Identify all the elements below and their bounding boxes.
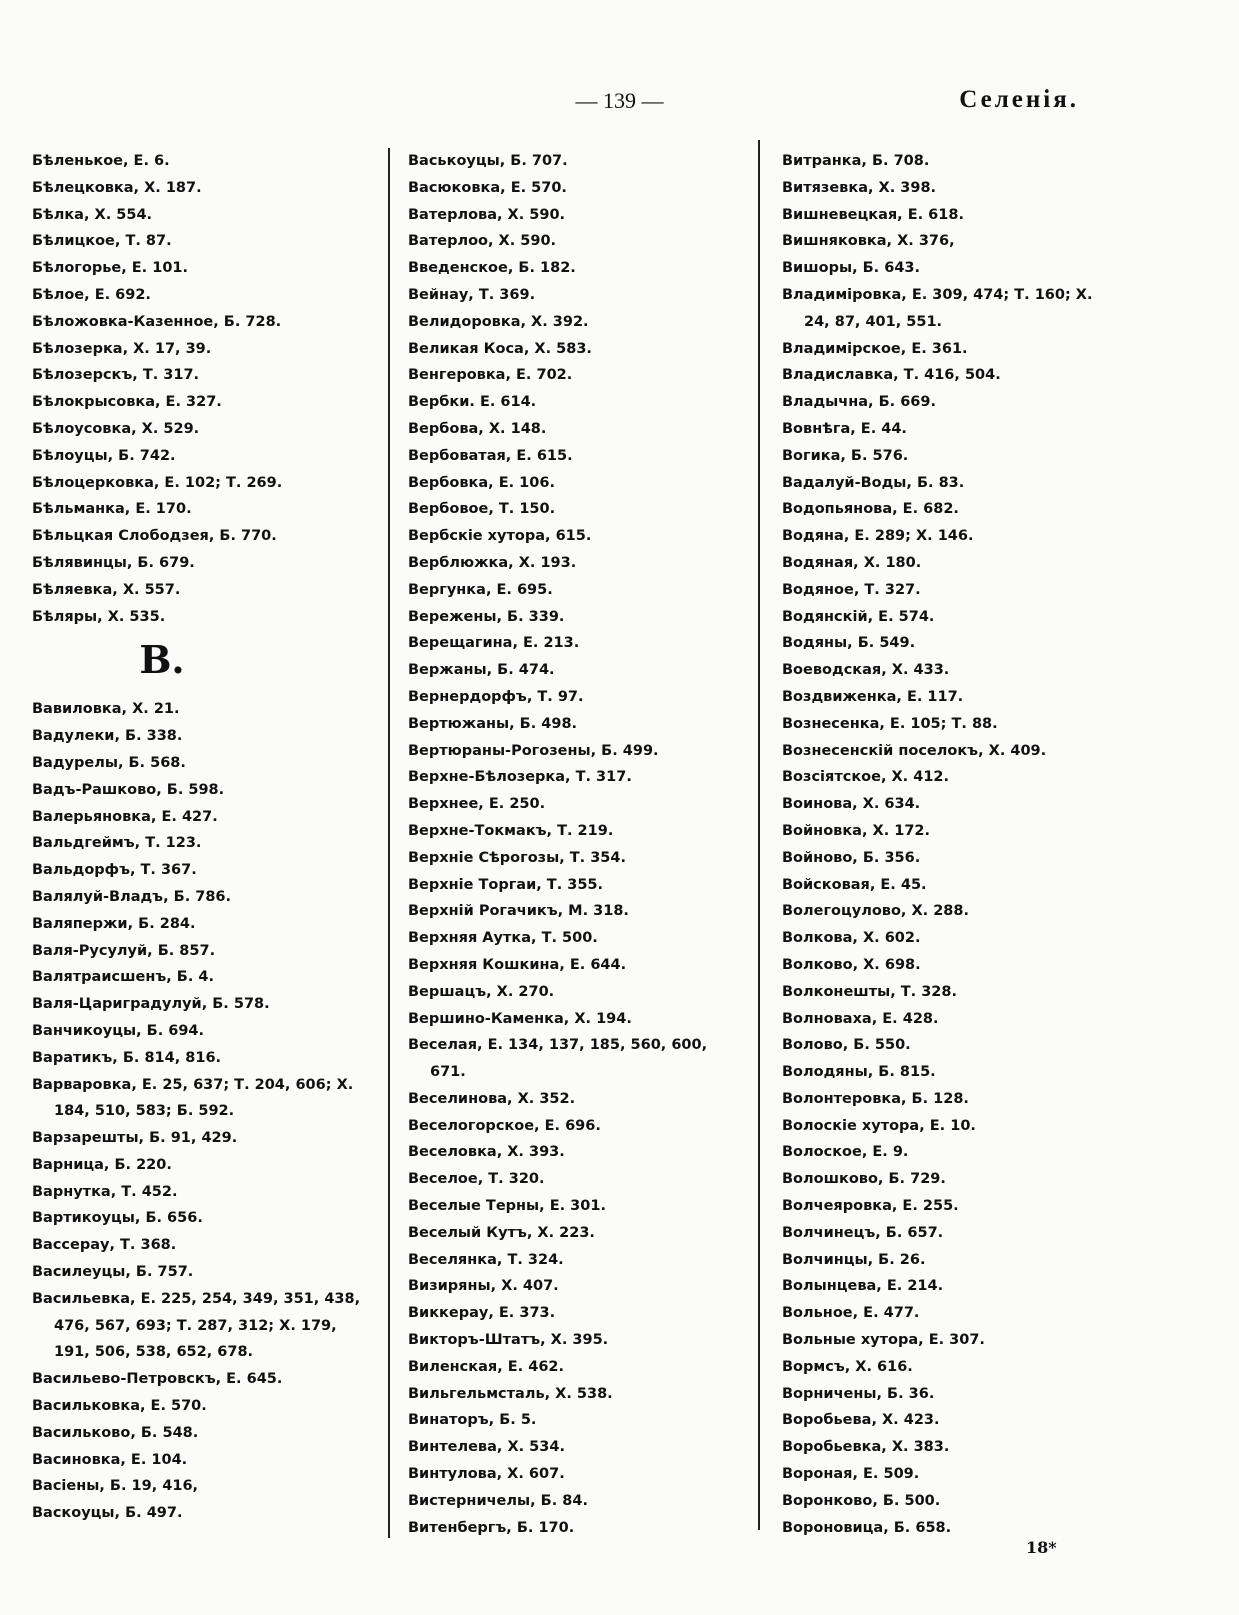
- signature-mark: 18*: [1026, 1538, 1057, 1557]
- index-entry: Бѣлка, Х. 554.: [32, 206, 153, 223]
- index-entry: Ворничены, Б. 36.: [782, 1385, 935, 1402]
- index-entry: Валялуй-Владъ, Б. 786.: [32, 888, 232, 905]
- index-entry: Вадулеки, Б. 338.: [32, 728, 183, 745]
- index-entry: Верещагина, Е. 213.: [408, 635, 580, 652]
- index-entry: Волово, Б. 550.: [782, 1037, 911, 1054]
- index-entry: Волонтеровка, Б. 128.: [782, 1090, 969, 1107]
- index-entry: Винтулова, Х. 607.: [408, 1466, 565, 1483]
- index-entry: Воеводская, Х. 433.: [782, 662, 950, 679]
- index-entry: Бѣлоцерковка, Е. 102; Т. 269.: [32, 474, 283, 491]
- index-entry: Вертюраны-Рогозены, Б. 499.: [408, 742, 659, 759]
- index-entry: Ватерлова, Х. 590.: [408, 206, 566, 223]
- index-entry: Винаторъ, Б. 5.: [408, 1412, 537, 1429]
- index-entry: Вольное, Е. 477.: [782, 1305, 920, 1322]
- index-entry: Воздвиженка, Е. 117.: [782, 688, 964, 705]
- index-entry: Бѣльманка, Е. 170.: [32, 501, 192, 518]
- index-entry: Водяное, Т. 327.: [782, 581, 921, 598]
- section-title: Селенія.: [959, 86, 1079, 113]
- index-entry: Вадурелы, Б. 568.: [32, 754, 186, 771]
- column-divider-2: [758, 140, 760, 1530]
- index-entry: Вишневецкая, Е. 618.: [782, 206, 964, 223]
- index-entry: Веселые Терны, Е. 301.: [408, 1198, 606, 1215]
- index-entry: Вишоры, Б. 643.: [782, 260, 921, 277]
- index-entry: Вильгельмсталь, Х. 538.: [408, 1385, 613, 1402]
- index-entry: Волчинцы, Б. 26.: [782, 1251, 926, 1268]
- index-entry: Воробьевка, Х. 383.: [782, 1439, 950, 1456]
- index-entry: Войново, Б. 356.: [782, 849, 921, 866]
- index-entry: Бѣляры, Х. 535.: [32, 608, 166, 625]
- index-entry: Васкоуцы, Б. 497.: [32, 1505, 183, 1522]
- index-entry: Валя-Цариградулуй, Б. 578.: [32, 996, 270, 1013]
- index-entry: Вербовка, Е. 106.: [408, 474, 555, 491]
- index-entry: Вольные хутора, Е. 307.: [782, 1332, 985, 1349]
- index-entry: Виккерау, Е. 373.: [408, 1305, 556, 1322]
- index-entry: Вознесенскій поселокъ, Х. 409.: [782, 742, 1047, 759]
- index-entry: Вознесенка, Е. 105; Т. 88.: [782, 715, 998, 732]
- index-entry: Вогика, Б. 576.: [782, 447, 909, 464]
- index-entry: Васиновка, Е. 104.: [32, 1451, 188, 1468]
- index-entry: Варваровка, Е. 25, 637; Т. 204, 606; Х. 184, 510, 583; Б. 592.: [32, 1076, 354, 1120]
- index-entry: Витенбергъ, Б. 170.: [408, 1519, 575, 1536]
- index-entry: Васюковка, Е. 570.: [408, 179, 567, 196]
- index-entry: Витранка, Б. 708.: [782, 153, 930, 169]
- index-entry: Веселинова, Х. 352.: [408, 1090, 576, 1107]
- index-entry: Волноваха, Е. 428.: [782, 1010, 939, 1027]
- index-entry: Верхнее, Е. 250.: [408, 796, 546, 813]
- index-entry: Бѣлозерка, Х. 17, 39.: [32, 340, 212, 357]
- index-entry: Вовнѣга, Е. 44.: [782, 420, 907, 437]
- index-entry: Вербскіе хутора, 615.: [408, 528, 592, 545]
- index-entry: Владимірское, Е. 361.: [782, 340, 968, 357]
- index-entry: Водяны, Б. 549.: [782, 635, 916, 652]
- index-entry: Ватерлоо, Х. 590.: [408, 233, 557, 250]
- index-entry: Валерьяновка, Е. 427.: [32, 808, 218, 825]
- index-entry: Виленская, Е. 462.: [408, 1358, 565, 1375]
- index-entry: Владиславка, Т. 416, 504.: [782, 367, 1001, 384]
- index-entry: Васькоуцы, Б. 707.: [408, 153, 568, 169]
- index-entry: Варница, Б. 220.: [32, 1156, 172, 1173]
- index-entry: Волошково, Б. 729.: [782, 1171, 946, 1188]
- index-entry: Вороная, Е. 509.: [782, 1466, 920, 1483]
- index-entry: Владиміровка, Е. 309, 474; Т. 160; Х. 24, 87, 401, 551.: [782, 286, 1093, 330]
- index-entry: Венгеровка, Е. 702.: [408, 367, 573, 384]
- index-entry: Вадъ-Рашково, Б. 598.: [32, 781, 225, 798]
- index-entry: Верхніе Торгаи, Т. 355.: [408, 876, 604, 893]
- index-entry: Водяная, Х. 180.: [782, 554, 922, 571]
- index-entry: Валя-Русулуй, Б. 857.: [32, 942, 216, 959]
- index-entry: Бѣленькое, Е. 6.: [32, 153, 170, 169]
- index-entry: Возсіятское, Х. 412.: [782, 769, 950, 786]
- index-entry: Викторъ-Штатъ, Х. 395.: [408, 1332, 609, 1349]
- index-entry: Бѣложовка-Казенное, Б. 728.: [32, 313, 282, 330]
- index-entry: Вороновица, Б. 658.: [782, 1519, 952, 1536]
- index-entry: Вербова, Х. 148.: [408, 420, 547, 437]
- index-entry: Бѣлоусовка, Х. 529.: [32, 420, 200, 437]
- index-entry: Вартикоуцы, Б. 656.: [32, 1210, 203, 1227]
- index-entry: Ванчикоуцы, Б. 694.: [32, 1022, 205, 1039]
- index-entry: Вистерничелы, Б. 84.: [408, 1492, 588, 1509]
- index-entry: Винтелева, Х. 534.: [408, 1439, 565, 1456]
- index-entry: Волоскіе хутора, Е. 10.: [782, 1117, 976, 1134]
- index-entry: Волегоцулово, Х. 288.: [782, 903, 969, 920]
- index-entry: Бѣлицкое, Т. 87.: [32, 233, 172, 250]
- index-entry: Вербки. Е. 614.: [408, 394, 537, 411]
- index-entry: Бѣляевка, Х. 557.: [32, 581, 181, 598]
- index-entry: Воинова, Х. 634.: [782, 796, 921, 813]
- index-entry: Волкова, Х. 602.: [782, 930, 921, 947]
- index-entry: Верблюжка, Х. 193.: [408, 554, 577, 571]
- index-entry: Вадалуй-Воды, Б. 83.: [782, 474, 965, 491]
- letter-heading: В.: [139, 637, 185, 683]
- index-entry: Вернердорфъ, Т. 97.: [408, 688, 584, 705]
- index-entry: Вербовое, Т. 150.: [408, 501, 556, 518]
- index-entry: Водяна, Е. 289; Х. 146.: [782, 528, 974, 545]
- index-entry: Веселовка, Х. 393.: [408, 1144, 565, 1161]
- index-entry: Вершино-Каменка, Х. 194.: [408, 1010, 632, 1027]
- index-entry: Варзарешты, Б. 91, 429.: [32, 1130, 238, 1147]
- index-entry: Бѣлогорье, Е. 101.: [32, 260, 189, 277]
- index-entry: Верхняя Аутка, Т. 500.: [408, 930, 598, 947]
- index-entry: Волконешты, Т. 328.: [782, 983, 957, 1000]
- index-entry: Верхній Рогачикъ, М. 318.: [408, 903, 629, 920]
- index-entry: Велидоровка, Х. 392.: [408, 313, 589, 330]
- index-entry: Бѣлокрысовка, Е. 327.: [32, 394, 222, 411]
- index-entry: Василеуцы, Б. 757.: [32, 1264, 194, 1281]
- index-entry: Владычна, Б. 669.: [782, 394, 936, 411]
- page-number: — 139 —: [575, 88, 664, 113]
- index-entry: Валяпержи, Б. 284.: [32, 915, 196, 932]
- index-entry: Волчинецъ, Б. 657.: [782, 1224, 944, 1241]
- index-entry: Водянскій, Е. 574.: [782, 608, 935, 625]
- index-entry: Великая Коса, Х. 583.: [408, 340, 592, 357]
- index-entry: Володяны, Б. 815.: [782, 1064, 936, 1081]
- index-entry: Визиряны, Х. 407.: [408, 1278, 559, 1295]
- index-entry: Верхне-Токмакъ, Т. 219.: [408, 822, 614, 839]
- index-entry: Вейнау, Т. 369.: [408, 286, 536, 303]
- index-entry: Водопьянова, Е. 682.: [782, 501, 959, 518]
- index-entry: Витязевка, Х. 398.: [782, 179, 937, 196]
- index-entry: Варатикъ, Б. 814, 816.: [32, 1049, 222, 1066]
- index-entry: Вергунка, Е. 695.: [408, 581, 553, 598]
- index-entry: Волчеяровка, Е. 255.: [782, 1198, 959, 1215]
- index-entry: Веселый Кутъ, Х. 223.: [408, 1224, 595, 1241]
- index-entry: Вержаны, Б. 474.: [408, 662, 555, 679]
- index-entry: Васильковка, Е. 570.: [32, 1398, 207, 1415]
- index-entry: Вербоватая, Е. 615.: [408, 447, 573, 464]
- index-entry: Вальдгеймъ, Т. 123.: [32, 835, 202, 852]
- index-entry: Варнутка, Т. 452.: [32, 1183, 178, 1200]
- index-entry: Верхняя Кошкина, Е. 644.: [408, 956, 627, 973]
- index-entry: Воронково, Б. 500.: [782, 1492, 941, 1509]
- index-entry: Васильевка, Е. 225, 254, 349, 351, 438, 476, 567, 693; Т. 287, 312; Х. 179, 191, 506, 538, 652, 678.: [32, 1290, 361, 1361]
- index-entry: Бѣлое, Е. 692.: [32, 286, 151, 303]
- index-entry: Воробьева, Х. 423.: [782, 1412, 940, 1429]
- index-entry: Бѣлозерскъ, Т. 317.: [32, 367, 200, 384]
- index-entry: Васильково, Б. 548.: [32, 1424, 199, 1441]
- index-entry: Веселянка, Т. 324.: [408, 1251, 564, 1268]
- index-entry: Вережены, Б. 339.: [408, 608, 565, 625]
- index-entry: Волково, Х. 698.: [782, 956, 921, 973]
- index-entry: Верхніе Сѣрогозы, Т. 354.: [408, 849, 626, 866]
- index-entry: Введенское, Б. 182.: [408, 260, 576, 277]
- index-column-2: [408, 148, 733, 1541]
- index-entry: Верхне-Бѣлозерка, Т. 317.: [408, 769, 632, 786]
- index-entry: Волынцева, Е. 214.: [782, 1278, 944, 1295]
- index-entry: Веселая, Е. 134, 137, 185, 560, 600, 671.: [408, 1037, 708, 1081]
- index-entry: Вертюжаны, Б. 498.: [408, 715, 578, 732]
- index-entry: Веселое, Т. 320.: [408, 1171, 545, 1188]
- index-entry: Веселогорское, Е. 696.: [408, 1117, 601, 1134]
- index-entry: Вассерау, Т. 368.: [32, 1237, 177, 1254]
- index-entry: Бѣлоуцы, Б. 742.: [32, 447, 176, 464]
- index-column-3: [782, 148, 1122, 1541]
- column-divider-1: [388, 148, 390, 1538]
- index-entry: Волоское, Е. 9.: [782, 1144, 909, 1161]
- index-entry: Вормсъ, Х. 616.: [782, 1358, 913, 1375]
- index-entry: Войновка, Х. 172.: [782, 822, 931, 839]
- index-entry: Бѣльцкая Слободзея, Б. 770.: [32, 528, 277, 545]
- index-entry: Васильево-Петровскъ, Е. 645.: [32, 1371, 283, 1388]
- index-entry: Бѣлецковка, Х. 187.: [32, 179, 202, 196]
- index-entry: Вершацъ, Х. 270.: [408, 983, 555, 1000]
- index-entry: Валятраисшенъ, Б. 4.: [32, 969, 215, 986]
- index-entry: Вишняковка, Х. 376,: [782, 233, 955, 250]
- index-column-1: [32, 148, 377, 1527]
- index-entry: Васіены, Б. 19, 416,: [32, 1478, 199, 1495]
- index-entry: Бѣлявинцы, Б. 679.: [32, 554, 195, 571]
- index-entry: Войсковая, Е. 45.: [782, 876, 927, 893]
- index-entry: Вавиловка, Х. 21.: [32, 701, 180, 718]
- index-entry: Вальдорфъ, Т. 367.: [32, 862, 197, 879]
